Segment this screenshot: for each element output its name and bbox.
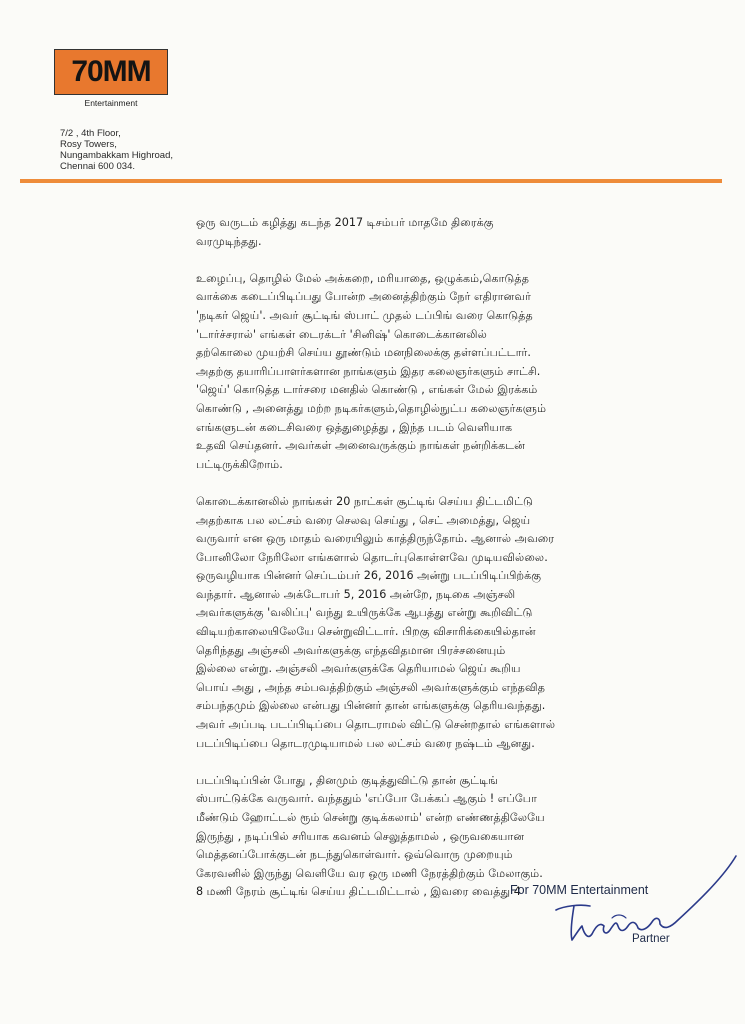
text-line: பொய் அது , அந்த சம்பவத்திற்கும் அஞ்சலி அவர்களுக்கும் எந்தவித — [196, 680, 545, 694]
text-line: அவர்களுக்கு 'வலிப்பு' வந்து உயிருக்கே ஆபத்து என்று கூறிவிட்டு — [196, 606, 533, 620]
address-line: Nungambakkam Highroad, — [60, 150, 174, 161]
text-line: வரமுடிந்தது. — [196, 234, 262, 248]
paragraph — [196, 214, 696, 251]
text-line: அதற்காக பல லட்சம் வரை செலவு செய்து , செட் அமைத்து, ஜெய் — [196, 513, 531, 527]
address-line: 7/2 , 4th Floor, — [60, 128, 121, 139]
company-logo — [54, 49, 168, 95]
text-line: தற்கொலை முயற்சி செய்ய தூண்டும் மனநிலைக்கு தள்ளப்பட்டார். — [196, 346, 531, 360]
text-line: அதற்கு தயாரிப்பாளர்களான நாங்களும் இதர கலைஞர்களும் சாட்சி. — [196, 364, 541, 378]
text-line: ஒரு வருடம் கழித்து கடந்த 2017 டிசம்பர் மாதமே திரைக்கு — [196, 216, 494, 229]
text-line: விடியற்காலையிலேயே சென்றுவிட்டார். பிறகு விசாரிக்கையில்தான் — [196, 625, 536, 639]
text-line: போனிலோ நேரிலோ எங்களால் தொடர்புகொள்ளவே முடியவில்லை. — [196, 550, 548, 564]
logo-subtitle: Entertainment — [84, 98, 138, 108]
text-line: உழைப்பு, தொழில் மேல் அக்கறை, மரியாதை, ஒழுக்கம்,கொடுத்த — [196, 271, 529, 285]
paragraph — [196, 270, 696, 475]
text-line: 8 மணி நேரம் சூட்டிங் செய்ய திட்டமிட்டால் , இவரை வைத்து 4 — [196, 885, 521, 899]
text-line: படப்பிடிப்பின் போது , தினமும் குடித்துவிட்டு தான் சூட்டிங் — [196, 773, 498, 787]
text-line: சம்பந்தமும் இல்லை என்பது பின்னர் தான் எங்களுக்கு தெரியவந்தது. — [196, 699, 546, 713]
address-line: Chennai 600 034. — [60, 161, 136, 172]
text-line: வருவார் என ஒரு மாதம் வரையிலும் காத்திருந்தோம். ஆனால் அவரை — [196, 532, 555, 546]
text-line: ஒருவழியாக பின்னர் செப்டம்பர் 26, 2016 அன்று படப்பிடிப்பிற்க்கு — [196, 569, 542, 583]
text-line: ஸ்பாட்டுக்கே வருவார். வந்ததும் 'எப்போ பேக்கப் ஆகும் ! எப்போ — [196, 792, 537, 806]
text-line: கொண்டு , அனைத்து மற்ற நடிகர்களும்,தொழில்நுட்ப கலைஞர்களும் — [196, 401, 547, 415]
text-line: படப்பிடிப்பை தொடரமுடியாமல் பல லட்சம் வரை நஷ்டம் ஆனது. — [196, 736, 535, 750]
header-divider — [20, 179, 722, 183]
text-line: வந்தார். ஆனால் அக்டோபர் 5, 2016 அன்றே, நடிகை அஞ்சலி — [196, 587, 516, 601]
signature-for-line: For 70MM Entertainment — [510, 883, 649, 897]
text-line: அவர் அப்படி படப்பிடிப்பை தொடராமல் விட்டு சென்றதால் எங்களால் — [196, 718, 556, 732]
text-line: மீண்டும் ஹோட்டல் ரூம் சென்று குடிக்கலாம்' என்ற எண்ணத்திலேயே — [196, 811, 545, 824]
text-line: 'நடிகர் ஜெய்'. அவர் சூட்டிங் ஸ்பாட் முதல் டப்பிங் வரை கொடுத்த — [196, 308, 533, 322]
company-address — [60, 128, 173, 172]
text-line: 'டார்ச்சரால்' எங்கள் டைரக்டர் 'சினிஷ்' கொடைக்கானலில் — [196, 327, 487, 341]
text-line: எங்களுடன் கடைசிவரை ஒத்துழைத்து , இந்த படம் வெளியாக — [196, 420, 513, 434]
text-line: உதவி செய்தனர். அவர்கள் அனைவருக்கும் நாங்கள் நன்றிக்கடன் — [196, 439, 525, 453]
text-line: 'ஜெய்' கொடுத்த டார்சரை மனதில் கொண்டு , எங்கள் மேல் இரக்கம் — [196, 383, 538, 397]
text-line: கொடைக்கானலில் நாங்கள் 20 நாட்கள் சூட்டிங் செய்ய திட்டமிட்டு — [196, 494, 533, 508]
text-line: தெரிந்தது அஞ்சலி அவர்களுக்கு எந்தவிதமான பிரச்சனையும் — [196, 643, 506, 657]
text-line: இல்லை என்று. அஞ்சலி அவர்களுக்கே தெரியாமல் ஜெய் கூறிய — [196, 662, 521, 676]
paragraph — [196, 493, 696, 753]
text-line: மெத்தனப்போக்குடன் நடந்துகொள்வார். ஒவ்வொரு முறையும் — [196, 848, 513, 862]
signatory-title: Partner — [632, 933, 670, 945]
address-line: Rosy Towers, — [60, 139, 117, 150]
text-line: இருந்து , நடிப்பில் சரியாக கவனம் செலுத்தாமல் , ஒருவகையான — [196, 829, 525, 843]
text-line: பட்டிருக்கிறோம். — [196, 457, 283, 471]
logo-text: 70MM — [71, 55, 151, 88]
text-line: கேரவனில் இருந்து வெளியே வர ஒரு மணி நேரத்திற்கும் மேலாகும். — [196, 866, 543, 880]
letter-body — [196, 214, 696, 921]
text-line: வாக்கை கடைப்பிடிப்பது போன்ற அனைத்திற்கும் நேர் எதிரானவர் — [196, 290, 531, 304]
